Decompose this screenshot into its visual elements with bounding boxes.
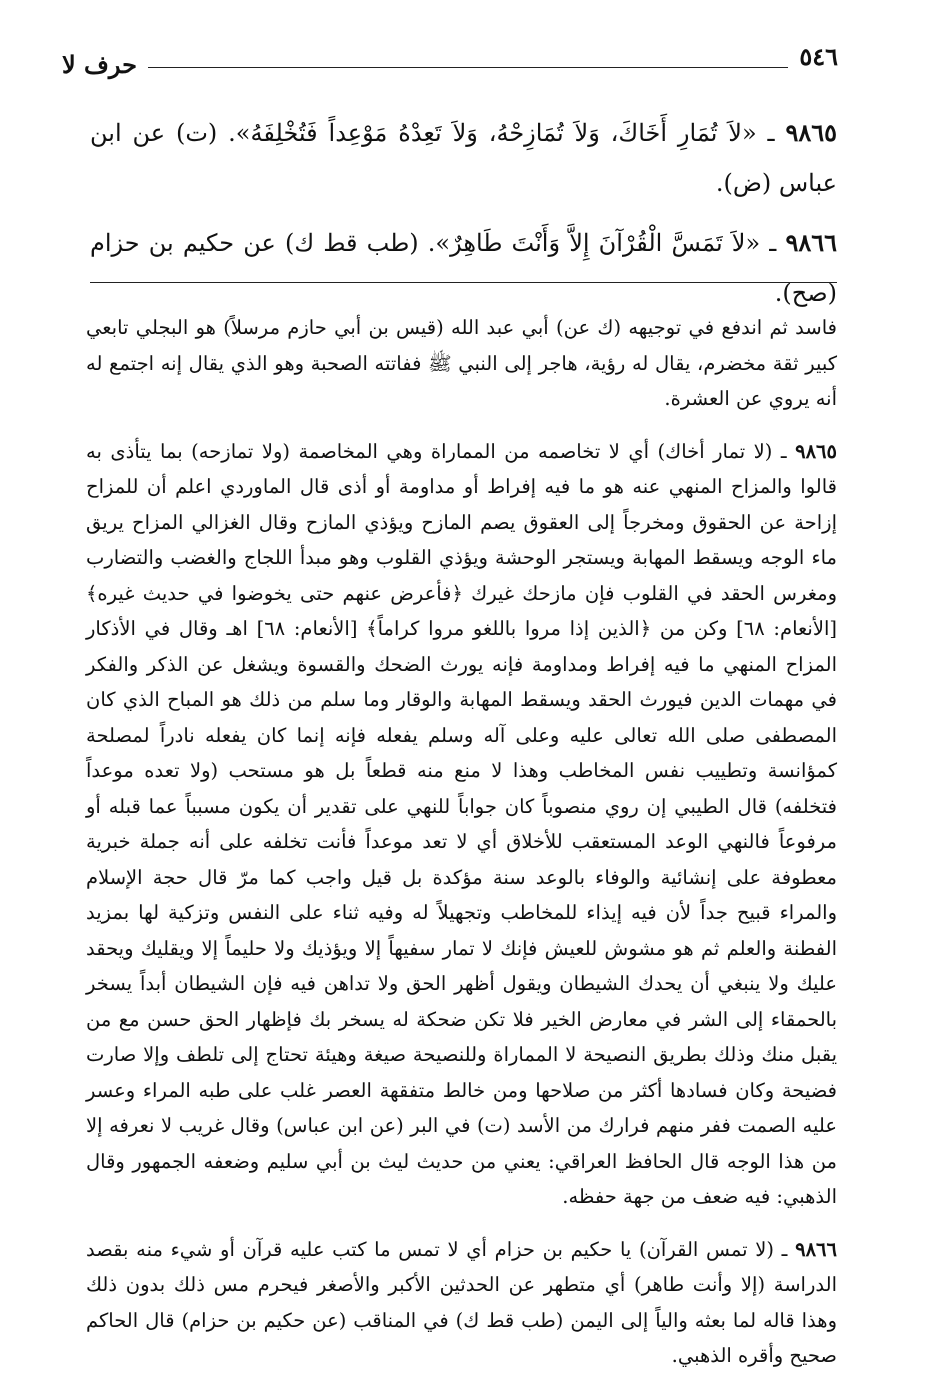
hadith-entry (90, 218, 837, 318)
commentary-block (86, 310, 837, 1391)
header-rule (148, 67, 788, 68)
hadith-text: «لاَ تُمَارِ أَخَاكَ، وَلاَ تُمَازِحْهُ، وَلاَ تَعِدْهُ مَوْعِداً فَتُخْلِفَهُ». (ت) عن ابن عباس (ض). (90, 119, 837, 197)
commentary-paragraph (86, 1232, 837, 1374)
chapter-title: حرف لا (62, 50, 137, 79)
commentary-text: (لا تمس القرآن) يا حكيم بن حزام أي لا تمس ما كتب عليه قرآن أو شيء منه بقصد الدراسة (إلا وأنت طاهر) أي متطهر عن الحدثين الأكبر والأصغر فيحرم مس ذلك بدون ذلك وهذا قاله لما بعثه والياً إلى اليمن (طب قط ك) في المناقب (عن حكيم بن حزام) قال الحاكم صحيح وأقره الذهبي. (86, 1237, 837, 1367)
hadith-text: «لاَ تَمَسَّ الْقُرْآنَ إِلاَّ وَأَنْتَ طَاهِرٌ». (طب قط ك) عن حكيم بن حزام (صح). (90, 229, 837, 307)
hadith-separator: ـ (756, 119, 786, 147)
commentary-separator: ـ (772, 439, 796, 463)
hadith-separator: ـ (760, 229, 786, 257)
commentary-separator: ـ (774, 1237, 796, 1261)
commentary-number: ٩٨٦٦ (795, 1237, 837, 1261)
commentary-paragraph (86, 434, 837, 1215)
hadith-number: ٩٨٦٦ (785, 228, 837, 257)
commentary-text: (لا تمار أخاك) أي لا تخاصمه من المماراة وهي المخاصمة (ولا تمازحه) بما يتأذى به قالوا والمزاح المنهي عنه هو ما فيه إفراط أو مداومة أو أذى قال الماوردي اعلم أن للمزاح إزاحة عن الحقوق ومخرجاً إلى العقوق يصم المازح ويؤذي المازح وقال الغزالي المزاح يريق ماء الوجه ويسقط المهابة ويستجر الوحشة ويؤذي القلوب وهو مبدأ اللجاج والغضب والتضارب ومغرس الحقد في القلوب فإن مازحك غيرك ﴿فأعرض عنهم حتى يخوضوا في حديث غيره﴾ [الأنعام: ٦٨] وكن من ﴿الذين إذا مروا باللغو مروا كراماً﴾ [الأنعام: ٦٨] اهـ وقال في الأذكار المزاح المنهي ما فيه إفراط ومداومة فإنه يورث الضحك والقسوة ويشغل عن الذكر والفكر في مهمات الدين فيورث الحقد ويسقط المهابة والوقار وما سلم من ذلك هو المباح الذي كان المصطفى صلى الله تعالى عليه وعلى آله وسلم يفعله فإنه إنما كان يفعله نادراً لمصلحة كمؤانسة وتطييب نفس المخاطب وهذا لا منع منه قطعاً بل هو مستحب (ولا تعده موعداً فتخلفه) قال الطيبي إن روي منصوباً كان جواباً للنهي على تقدير أن يكون مسبباً عما قبله أو مرفوعاً فالنهي الوعد المستعقب للأخلاق أي لا تعد موعداً فأنت تخلفه على أنه جملة خبرية معطوفة على إنشائية والوفاء بالوعد سنة مؤكدة بل قيل واجب كما مرّ قال حجة الإسلام والمراء قبيح جداً لأن فيه إيذاء للمخاطب وتجهيلاً له وفيه ثناء على النفس وتزكية لها بمزيد الفطنة والعلم ثم هو مشوش للعيش فإنك لا تمار سفيهاً إلا ويؤذيك ولا حليماً إلا ويقليك ويحقد عليك ولا ينبغي أن يحدك الشيطان ويقول أظهر الحق ولا تداهن فيه فإن الشيطان أبداً يسخر بالحمقاء إلى الشر في معارض الخير فلا تكن ضحكة له يسخر بك فإظهار الحق حسن مع من يقبل منك وذلك بطريق النصيحة لا المماراة وللنصيحة صيغة وهيئة تحتاج إلى تلطف وإلا صارت فضيحة وكان فسادها أكثر من صلاحها ومن خالط متفقهة العصر غلب على طبه المراء وعسر عليه الصمت ففر منهم فرارك من الأسد (ت) في البر (عن ابن عباس) وقال غريب لا نعرفه إلا من هذا الوجه قال الحافظ العراقي: يعني من حديث ليث بن أبي سليم وضعفه الجمهور وقال الذهبي: فيه ضعف من جهة حفظه. (86, 439, 837, 1208)
commentary-number: ٩٨٦٥ (795, 439, 837, 463)
hadith-number: ٩٨٦٥ (785, 118, 837, 147)
hadith-entry (90, 108, 837, 208)
page-number: ٥٤٦ (799, 42, 838, 71)
commentary-paragraph (86, 310, 837, 417)
commentary-text: فاسد ثم اندفع في توجيهه (ك عن) أبي عبد الله (قيس بن أبي حازم مرسلاً) هو البجلي تابعي كبير ثقة مخضرم، يقال له رؤية، هاجر إلى النبي ﷺ ففاتته الصحبة وهو الذي يقال إنه اجتمع له أنه يروي عن العشرة. (86, 316, 837, 410)
hadith-block (90, 108, 837, 328)
section-divider (90, 282, 837, 283)
